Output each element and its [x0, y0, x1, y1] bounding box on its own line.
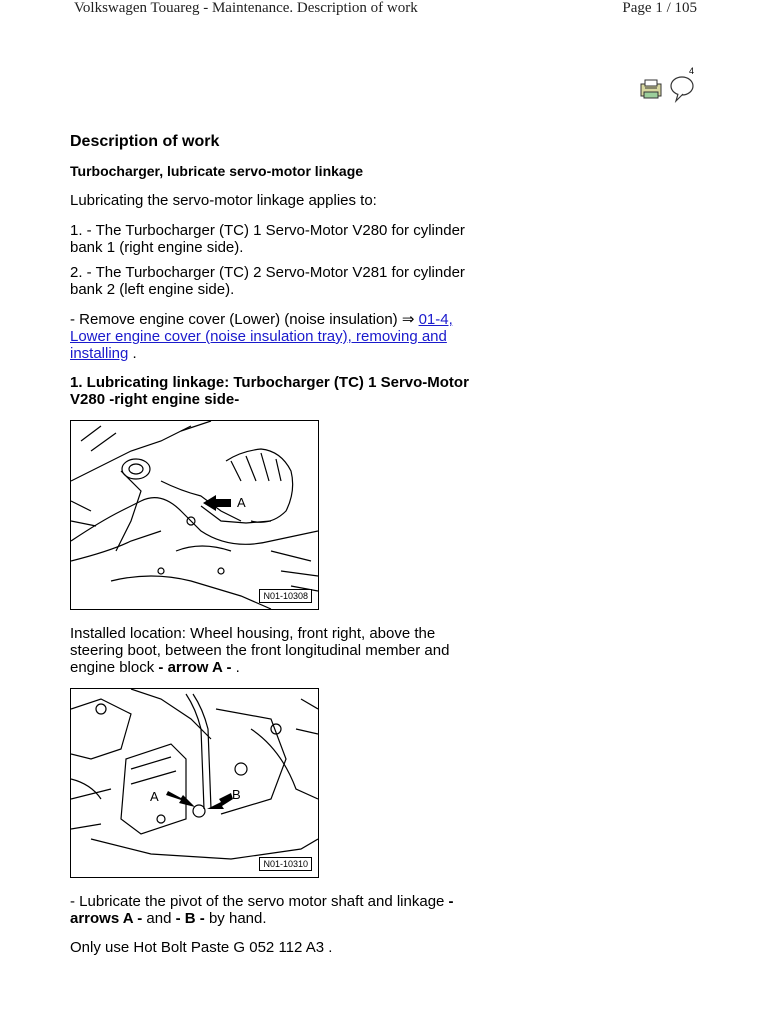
item-text: The Turbocharger (TC) 2 Servo-Motor V281 for cylinder bank 2 (left engine side).	[70, 264, 465, 298]
item-text: The Turbocharger (TC) 1 Servo-Motor V280 for cylinder bank 1 (right engine side).	[70, 222, 465, 256]
comment-icon[interactable]	[671, 77, 693, 101]
engine-figure-1	[70, 420, 319, 610]
arrows-a-reference: - arrows A -	[70, 893, 454, 927]
comment-count: 4	[689, 66, 695, 76]
location-text: Installed location: Wheel housing, front right, above the steering boot, between the front longitudinal member and engine block	[70, 625, 450, 676]
engine-figure-2	[70, 688, 319, 878]
section-title: 1. Lubricating linkage: Turbocharger (TC) 1 Servo-Motor V280 -right engine side-	[70, 374, 469, 408]
document-title: Volkswagen Touareg - Maintenance. Description of work	[74, 0, 418, 16]
list-item	[70, 264, 470, 298]
engine-drawing-1	[71, 421, 318, 609]
toolbar-icons	[640, 66, 700, 106]
lubricate-mid: and	[142, 910, 176, 927]
printer-icon[interactable]	[641, 80, 661, 98]
callout-a: A	[150, 789, 159, 804]
lubricate-step	[70, 893, 470, 927]
figure-label: N01-10308	[259, 589, 312, 603]
lower-engine-cover-link[interactable]: 01-4, Lower engine cover (noise insulation tray), removing and installing	[70, 311, 453, 362]
page-heading: Description of work	[70, 133, 220, 150]
figure-label: N01-10310	[259, 857, 312, 871]
step-suffix: .	[128, 345, 137, 362]
callout-arrow-a	[166, 791, 195, 807]
installed-location-text	[70, 625, 470, 676]
callout-b: B	[232, 787, 241, 802]
arrow-a-reference: - arrow A -	[158, 659, 232, 676]
callout-a: A	[237, 495, 246, 510]
list-item	[70, 222, 470, 256]
paste-note: Only use Hot Bolt Paste G 052 112 A3 .	[70, 939, 333, 956]
subheading: Turbocharger, lubricate servo-motor linkage	[70, 163, 364, 179]
lubricate-text: - Lubricate the pivot of the servo motor shaft and linkage	[70, 893, 449, 910]
step-prefix: -	[70, 311, 80, 328]
item-number: 2. -	[70, 264, 92, 281]
page-indicator: Page 1 / 105	[622, 0, 697, 16]
engine-drawing-2	[71, 689, 318, 877]
step-text: Remove engine cover (Lower) (noise insulation)	[79, 311, 402, 328]
location-suffix: .	[231, 659, 240, 676]
link-arrow-icon: ⇒	[401, 311, 415, 328]
item-number: 1. -	[70, 222, 92, 239]
lubricate-suffix: by hand.	[204, 910, 267, 927]
remove-cover-step	[70, 311, 470, 362]
intro-text: Lubricating the servo-motor linkage applies to:	[70, 192, 377, 209]
arrow-b-reference: - B -	[175, 910, 205, 927]
